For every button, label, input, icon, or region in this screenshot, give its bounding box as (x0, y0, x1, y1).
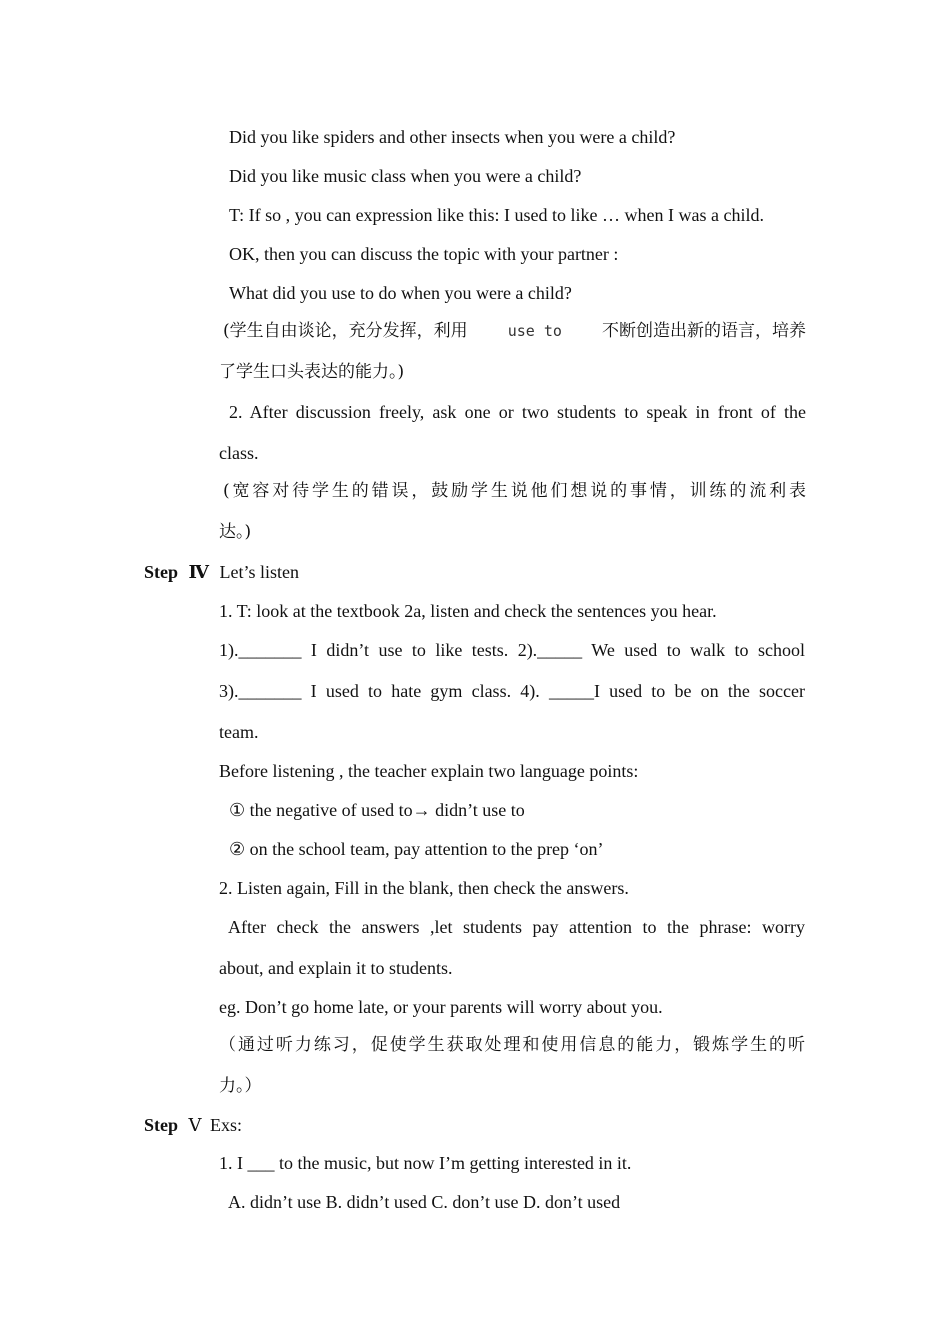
step-label: Step (144, 562, 179, 582)
note-code: use to (507, 322, 562, 340)
note-part: 不断创造出新的语言，培养 (601, 321, 806, 341)
text-line: team. (219, 722, 259, 742)
exercise-question: 1. I ___ to the music, but now I’m getting interested in it. (219, 1153, 632, 1173)
step-title: Let’s listen (219, 562, 299, 582)
text-line: OK, then you can discuss the topic with your partner : (229, 244, 619, 264)
text-line: 1)._______ I didn’t use to like tests. 2)._____ We used to walk to school (219, 640, 805, 660)
text-line: 1. T: look at the textbook 2a, listen and check the sentences you hear. (219, 601, 717, 621)
chinese-note: 力。） (219, 1076, 262, 1096)
chinese-note: （通过听力练习，促使学生获取处理和使用信息的能力，锻炼学生的听 (219, 1035, 805, 1055)
chinese-note: (宽容对待学生的错误，鼓励学生说他们想说的事情，训练的流利表 (223, 481, 806, 501)
text-line: Before listening , the teacher explain two language points: (219, 761, 639, 781)
step-heading (144, 1114, 242, 1136)
step-label: Step (144, 1115, 179, 1135)
text-line: What did you use to do when you were a child? (229, 283, 572, 303)
text-line: eg. Don’t go home late, or your parents will worry about you. (219, 997, 663, 1017)
text-line: class. (219, 443, 259, 463)
text-line: After check the answers ,let students pay attention to the phrase: worry (228, 917, 805, 937)
list-item: ② on the school team, pay attention to the prep ‘on’ (229, 839, 604, 859)
text-line: Did you like spiders and other insects when you were a child? (229, 127, 676, 147)
text-line: 3)._______ I used to hate gym class. 4). _____I used to be on the soccer (219, 681, 805, 701)
step-numeral: Ⅳ (188, 562, 209, 582)
chinese-note: 达。) (219, 522, 252, 542)
text-line: Did you like music class when you were a child? (229, 166, 582, 186)
note-part: (学生自由谈论，充分发挥，利用 (223, 321, 468, 341)
chinese-note (223, 320, 806, 342)
chinese-note: 了学生口头表达的能力。) (219, 362, 405, 382)
text-line: T: If so , you can expression like this: I used to like … when I was a child. (229, 205, 764, 225)
text-line: 2. Listen again, Fill in the blank, then check the answers. (219, 878, 629, 898)
step-heading (144, 561, 299, 583)
text-line: about, and explain it to students. (219, 958, 453, 978)
list-item: ① the negative of used to→ didn’t use to (229, 800, 525, 820)
exercise-options: A. didn’t use B. didn’t used C. don’t use D. don’t used (228, 1192, 621, 1212)
text-line: 2. After discussion freely, ask one or two students to speak in front of the (229, 402, 806, 422)
step-title: Exs: (210, 1115, 243, 1135)
step-numeral: Ⅴ (188, 1115, 202, 1135)
